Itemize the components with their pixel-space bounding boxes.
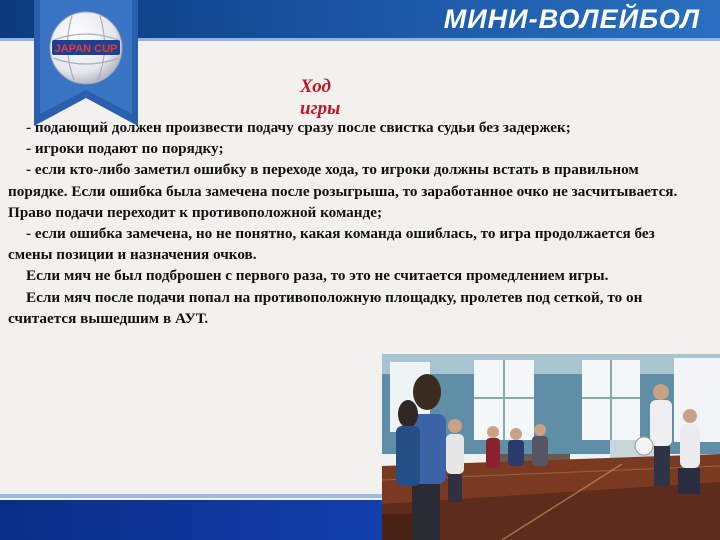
footer-stripe (0, 494, 382, 498)
page-title: МИНИ-ВОЛЕЙБОЛ (443, 4, 700, 34)
rule-paragraph: - если кто-либо заметил ошибку в переходе хода, то игроки должны встать в правильном порядке. Если ошибка была замечена после розыгрыша, то заработанное очко не засчитывается. Право подачи переходит к противоположной команде; (8, 161, 678, 221)
rule-paragraph: Если мяч не был подброшен с первого раза, то это не считается промедлением игры. (26, 267, 609, 285)
rule-paragraph: Если мяч после подачи попал на противоположную площадку, пролетев под сеткой, то он считается вышедшим в АУТ. (8, 288, 643, 327)
volleyball-logo-icon (48, 10, 124, 86)
rule-paragraph: - подающий должен произвести подачу сразу после свистка судьи без задержек; (26, 119, 571, 136)
rule-paragraph: - если ошибка замечена, но не понятно, какая команда ошиблась, то игра продолжается без смены позиции и назначения очков. (8, 225, 655, 264)
logo-text: JAPAN CUP (54, 43, 118, 55)
footer-band (0, 500, 382, 540)
gym-volleyball-photo (382, 354, 720, 540)
rule-paragraph: - игроки подают по порядку; (26, 140, 224, 158)
rules-text (8, 117, 683, 329)
section-heading: Ход игры (300, 76, 341, 119)
